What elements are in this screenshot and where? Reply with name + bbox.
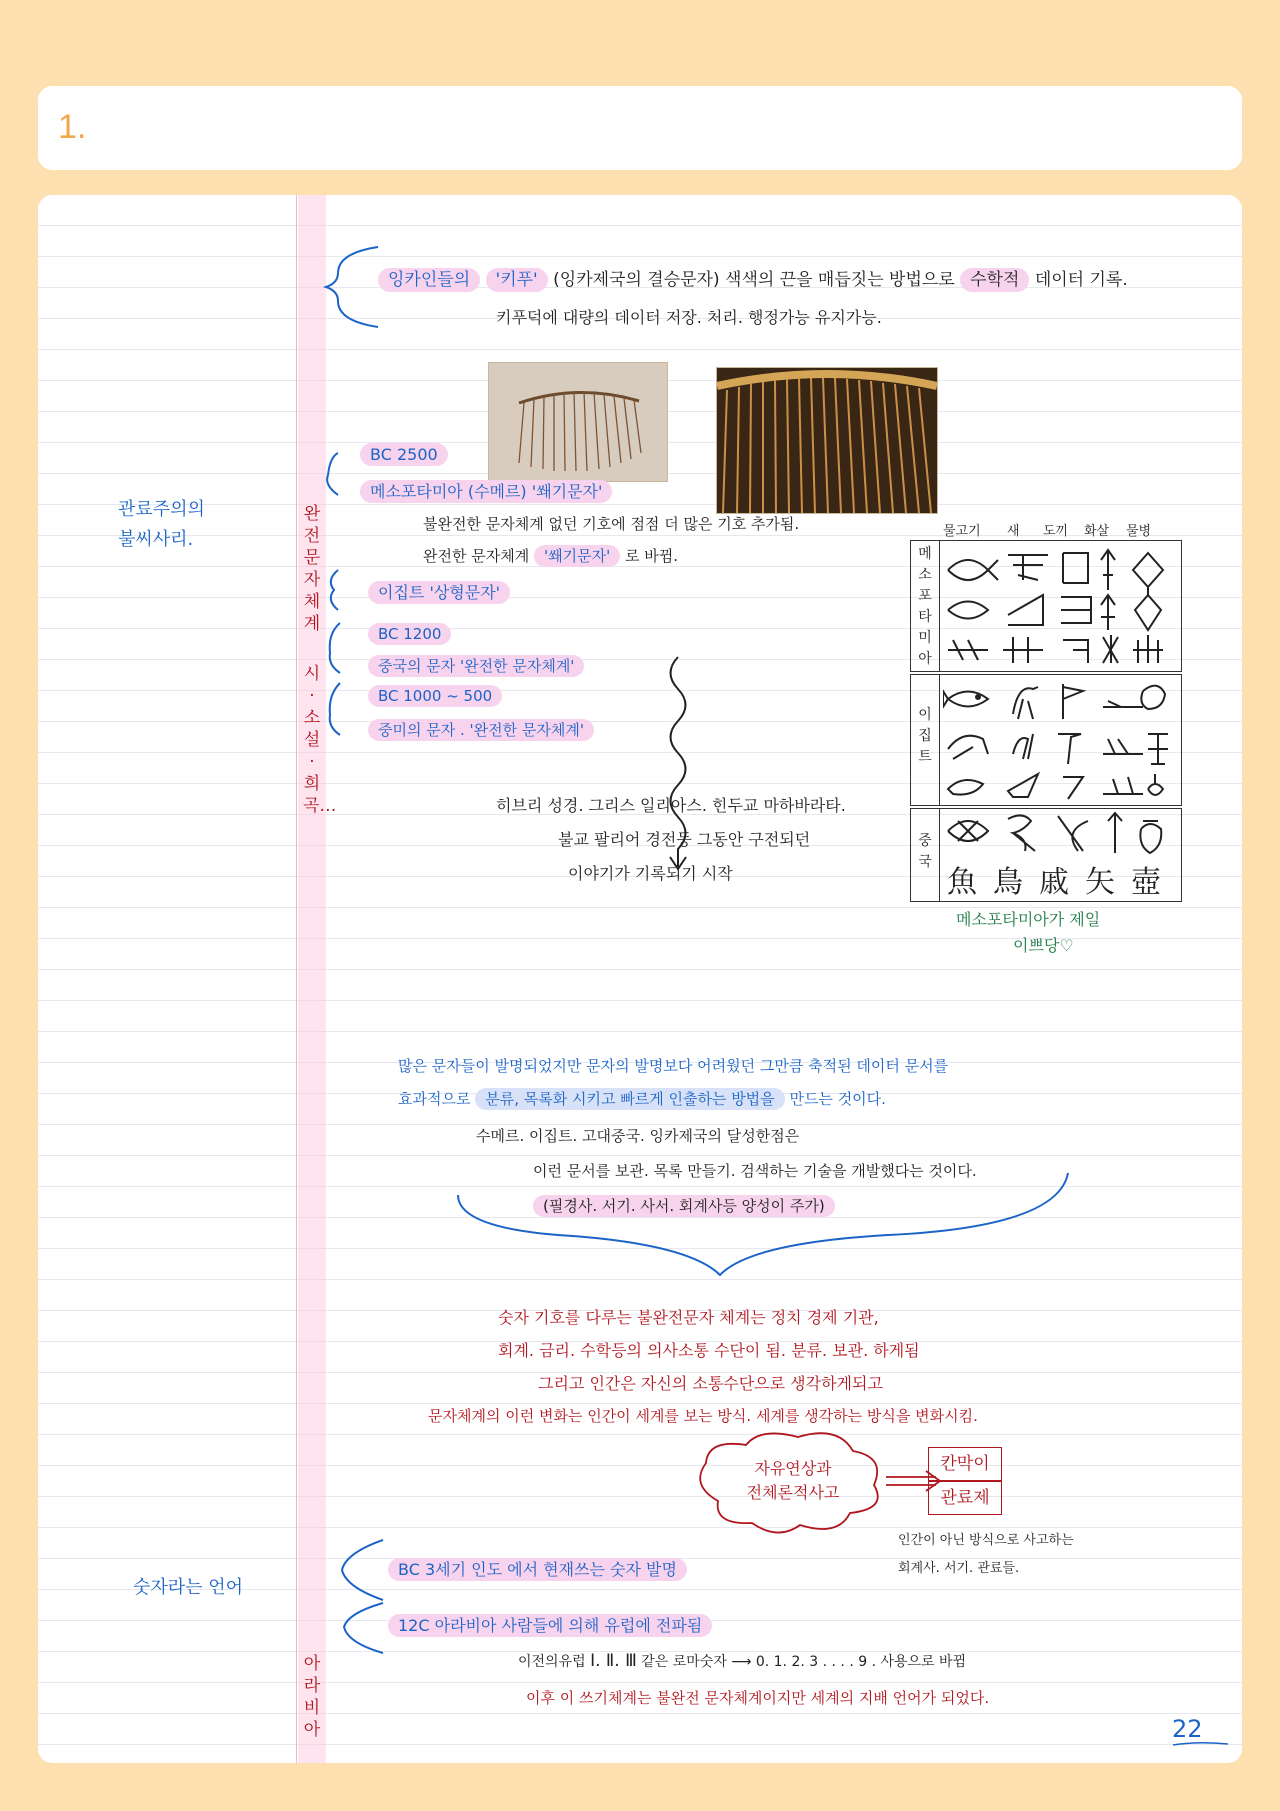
timeline-meso-note-2 [423, 545, 678, 566]
brace-12c [344, 1603, 383, 1653]
timeline-text: 메소포타미아 (수메르) '쐐기문자' [360, 480, 612, 503]
writing-chart-header [943, 520, 1173, 540]
vertical-label-text: 완전문자체계 [303, 504, 321, 634]
box-word-bureaucracy: 관료제 [928, 1481, 1002, 1515]
page-number: 22 [1172, 1715, 1203, 1743]
numbers-line-3 [518, 1651, 966, 1671]
chinese-char-arrow: 矢 [1085, 865, 1115, 900]
note-part-highlight: '쐐기문자' [534, 545, 620, 567]
timeline-bc1000 [368, 687, 502, 705]
timeline-meso-note-1: 불완전한 문자체계 없던 기호에 점점 더 많은 기호 추가됨. [423, 515, 800, 533]
timeline-bc2500 [360, 445, 448, 464]
page-heading-number: 1. [58, 108, 87, 146]
chart-row-mesopotamia [910, 540, 1182, 672]
chinese-char-axe: 戚 [1039, 865, 1069, 900]
red-paragraph-line-2: 회계. 금리. 수학등의 의사소통 수단이 됨. 분류. 보관. 하게됨 [498, 1341, 920, 1360]
blue-part-highlight: 분류, 목록화 시키고 빠르게 인출하는 방법을 [475, 1088, 784, 1110]
numbers-part-arrow: ⟶ [731, 1654, 752, 1670]
numbers-part: 이전의유럽 [518, 1654, 586, 1670]
page-number-underline [1173, 1743, 1228, 1745]
vertical-label-text: 아라비아 [303, 1654, 321, 1740]
timeline-text: BC 2500 [360, 443, 448, 466]
note-page [38, 195, 1242, 1763]
timeline-bc1200 [368, 625, 451, 643]
inca-math: 수학적 [960, 268, 1029, 292]
numbers-part: 같은 로마숫자 [641, 1654, 727, 1670]
row-label-egypt: 이집트 [918, 707, 932, 765]
after-wave-line-2: 불교 팔리어 경전등 그동안 구전되던 [558, 830, 811, 849]
brace-inca [326, 247, 378, 327]
numbers-line-4: 이후 이 쓰기체계는 불완전 문자체계이지만 세계의 지배 언어가 되었다. [526, 1689, 990, 1707]
row-label-mesopotamia: 메소포타미아 [918, 546, 932, 667]
chinese-char-jar: 壺 [1131, 865, 1161, 900]
after-wave-line-3: 이야기가 기록되기 시작 [568, 864, 733, 883]
title-card [38, 86, 1242, 170]
row-label-china: 중국 [918, 833, 932, 870]
timeline-text: BC 1200 [368, 623, 451, 645]
numbers-part-roman: Ⅰ. Ⅱ. Ⅲ [590, 1651, 637, 1671]
khipu-photo-1 [488, 362, 668, 482]
timeline-meso [360, 479, 612, 502]
red-paragraph-line-3: 그리고 인간은 자신의 소통수단으로 생각하게되고 [538, 1374, 883, 1393]
cuneiform-glyphs [943, 545, 1175, 667]
blue-paragraph-line-1: 많은 문자들이 발명되었지만 문자의 발명보다 어려웠던 그만큼 축적된 데이터 문서를 [398, 1057, 949, 1075]
inca-end: 데이터 기록. [1034, 270, 1128, 290]
box-note-2: 회계사. 서기. 관료들. [898, 1561, 1020, 1576]
timeline-text: 이집트 '상형문자' [368, 581, 510, 604]
sidenote-bureaucracy: 관료주의의 불씨사리. [118, 499, 205, 550]
black-paragraph-line-1: 수메르. 이집트. 고대중국. 잉카제국의 달성한점은 [476, 1127, 800, 1145]
cloud-line: 자유연상과 [754, 1459, 832, 1478]
timeline-text: 중국의 문자 '완전한 문자체계' [368, 655, 584, 677]
chart-caption-1: 메소포타미아가 제일 [956, 910, 1101, 929]
black-paragraph-line-3 [533, 1195, 835, 1216]
after-wave-line-1: 히브리 성경. 그리스 일리아스. 힌두교 마하바라타. [496, 796, 846, 815]
col-header-bird: 새 [1007, 524, 1020, 539]
inca-rest: 색색의 끈을 매듭짓는 방법으로 [725, 270, 955, 290]
col-header-arrow: 화살 [1084, 524, 1110, 539]
hieroglyph-glyphs [943, 679, 1175, 801]
timeline-china [368, 655, 584, 676]
chinese-char-fish: 魚 [947, 865, 977, 900]
chart-row-china [910, 808, 1182, 902]
col-header-axe: 도끼 [1043, 524, 1069, 539]
inca-prefix: 잉카인들의 [378, 268, 480, 292]
sidenote-numbers-language: 숫자라는 언어 [133, 1577, 244, 1598]
cloud-line: 전체론적사고 [746, 1483, 840, 1502]
box-word-partition: 칸막이 [928, 1447, 1002, 1481]
brace-bc1000 [330, 683, 340, 735]
red-paragraph-line-1: 숫자 기호를 다루는 불완전문자 체계는 정치 경제 기관, [498, 1308, 879, 1327]
inca-khipu: '키푸' [486, 268, 548, 292]
black-paragraph-line-2: 이런 문서를 보관. 목록 만들기. 검색하는 기술을 개발했다는 것이다. [533, 1162, 977, 1180]
timeline-text: 중미의 문자 . '완전한 문자체계' [368, 719, 594, 741]
timeline-maya [368, 719, 594, 740]
chart-caption-2: 이쁘당♡ [1013, 936, 1074, 955]
blue-part: 만드는 것이다. [789, 1090, 886, 1108]
brace-bc2500 [327, 453, 338, 495]
numbers-line-2 [388, 1613, 712, 1636]
note-part: 완전한 문자체계 [423, 547, 530, 565]
vertical-label-text: 시·소설·희곡… [303, 664, 337, 816]
numbers-part: 0. 1. 2. 3 . . . . 9 . 사용으로 바뀜 [755, 1654, 967, 1670]
brace-bc1200 [330, 623, 340, 673]
brace-egypt [331, 570, 338, 610]
black-part-highlight: (필경사. 서기. 사서. 회계사등 양성이 주가) [533, 1195, 835, 1217]
inca-paren: (잉카제국의 결승문자) [553, 270, 720, 290]
col-header-jar: 물병 [1126, 524, 1152, 539]
oracle-bone-glyphs [943, 811, 1175, 857]
inca-line-1 [378, 265, 1128, 290]
inca-line-2: 키푸덕에 대량의 데이터 저장. 처리. 행정가능 유지가능. [496, 308, 882, 327]
blue-paragraph-line-2 [398, 1088, 886, 1109]
red-paragraph-line-4: 문자체계의 이런 변화는 인간이 세계를 보는 방식. 세계를 생각하는 방식을 변화시킴. [428, 1407, 978, 1425]
blue-part: 효과적으로 [398, 1090, 471, 1108]
numbers-text: BC 3세기 인도 에서 현재쓰는 숫자 발명 [388, 1558, 687, 1581]
brace-bc3c [342, 1540, 383, 1600]
numbers-text: 12C 아라비아 사람들에 의해 유럽에 전파됨 [388, 1614, 712, 1637]
box-note-1: 인간이 아닌 방식으로 사고하는 [898, 1533, 1074, 1548]
col-header-fish: 물고기 [943, 524, 981, 539]
timeline-egypt [368, 580, 510, 603]
note-part: 로 바뀜. [624, 547, 678, 565]
timeline-text: BC 1000 ~ 500 [368, 685, 502, 707]
cloud-text [738, 1457, 848, 1505]
numbers-line-1 [388, 1557, 687, 1580]
khipu-photo-2 [716, 367, 938, 514]
brace-summary [458, 1173, 1068, 1275]
chart-row-egypt [910, 674, 1182, 806]
chinese-char-bird: 鳥 [993, 865, 1023, 900]
